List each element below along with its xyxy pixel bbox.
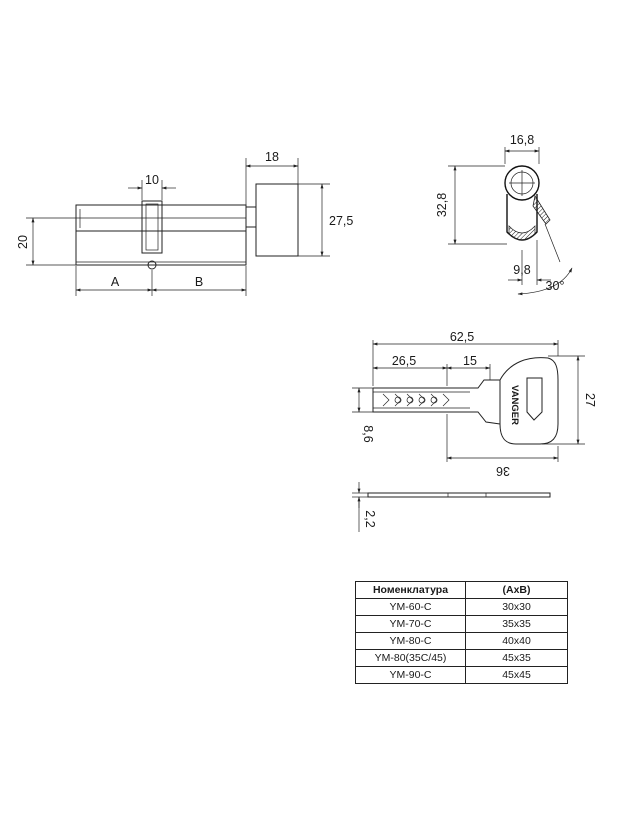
dim-knob-height: 27,5 <box>329 214 354 228</box>
table-cell-model: YM-90-C <box>356 667 466 684</box>
label-a: A <box>110 275 120 289</box>
specification-table <box>355 581 568 684</box>
table-cell-size: 45x35 <box>466 650 568 667</box>
key-head <box>500 358 558 444</box>
key-brand-text: VANGER <box>509 385 520 425</box>
key-thickness-view <box>352 482 550 532</box>
table-header-row <box>356 582 568 599</box>
thumbturn-knob <box>256 184 298 256</box>
dim-key-blade-length: 26,5 <box>391 354 417 368</box>
table-cell-size: 40x40 <box>466 633 568 650</box>
column-header-axb: (AxB) <box>466 582 568 599</box>
table-cell-size: 35x35 <box>466 616 568 633</box>
table-cell-size: 45x45 <box>466 667 568 684</box>
dim-cam-width: 10 <box>145 173 159 187</box>
dim-thumbturn-length: 18 <box>265 150 279 164</box>
table-cell-model: YM-80-C <box>356 633 466 650</box>
table-cell-size: 30x30 <box>466 599 568 616</box>
table-row <box>356 633 568 650</box>
table-cell-model: YM-60-C <box>356 599 466 616</box>
table-cell-model: YM-80(35C/45) <box>356 650 466 667</box>
dim-cylinder-height: 20 <box>16 235 30 249</box>
label-b: B <box>194 275 204 289</box>
dim-key-shoulder: 15 <box>463 354 477 368</box>
table-row <box>356 667 568 684</box>
dim-cam-offset: 9,8 <box>513 263 531 277</box>
dim-key-thickness: 2,2 <box>363 510 377 528</box>
key-view <box>352 330 597 478</box>
dim-profile-width: 16,8 <box>509 133 535 147</box>
cylinder-side-view <box>16 150 353 296</box>
key-edge-profile <box>368 493 550 497</box>
table-cell-model: YM-70-C <box>356 616 466 633</box>
cylinder-cam <box>142 201 162 253</box>
table-row <box>356 599 568 616</box>
key-head-window <box>527 378 542 420</box>
dim-profile-height: 32,8 <box>435 192 449 218</box>
table-row <box>356 616 568 633</box>
cylinder-profile-view <box>435 133 572 294</box>
dim-cam-angle: 30° <box>545 279 565 293</box>
dim-key-length: 62,5 <box>449 330 475 344</box>
dim-key-head-height: 27 <box>583 393 597 407</box>
dim-key-blade-height: 8,6 <box>361 425 375 443</box>
table-row <box>356 650 568 667</box>
dim-key-head-width: 36 <box>496 464 510 478</box>
cylinder-lower-body <box>76 231 246 265</box>
column-header-nomenclature: Номенклатура <box>356 582 466 599</box>
profile-cam <box>533 196 550 224</box>
